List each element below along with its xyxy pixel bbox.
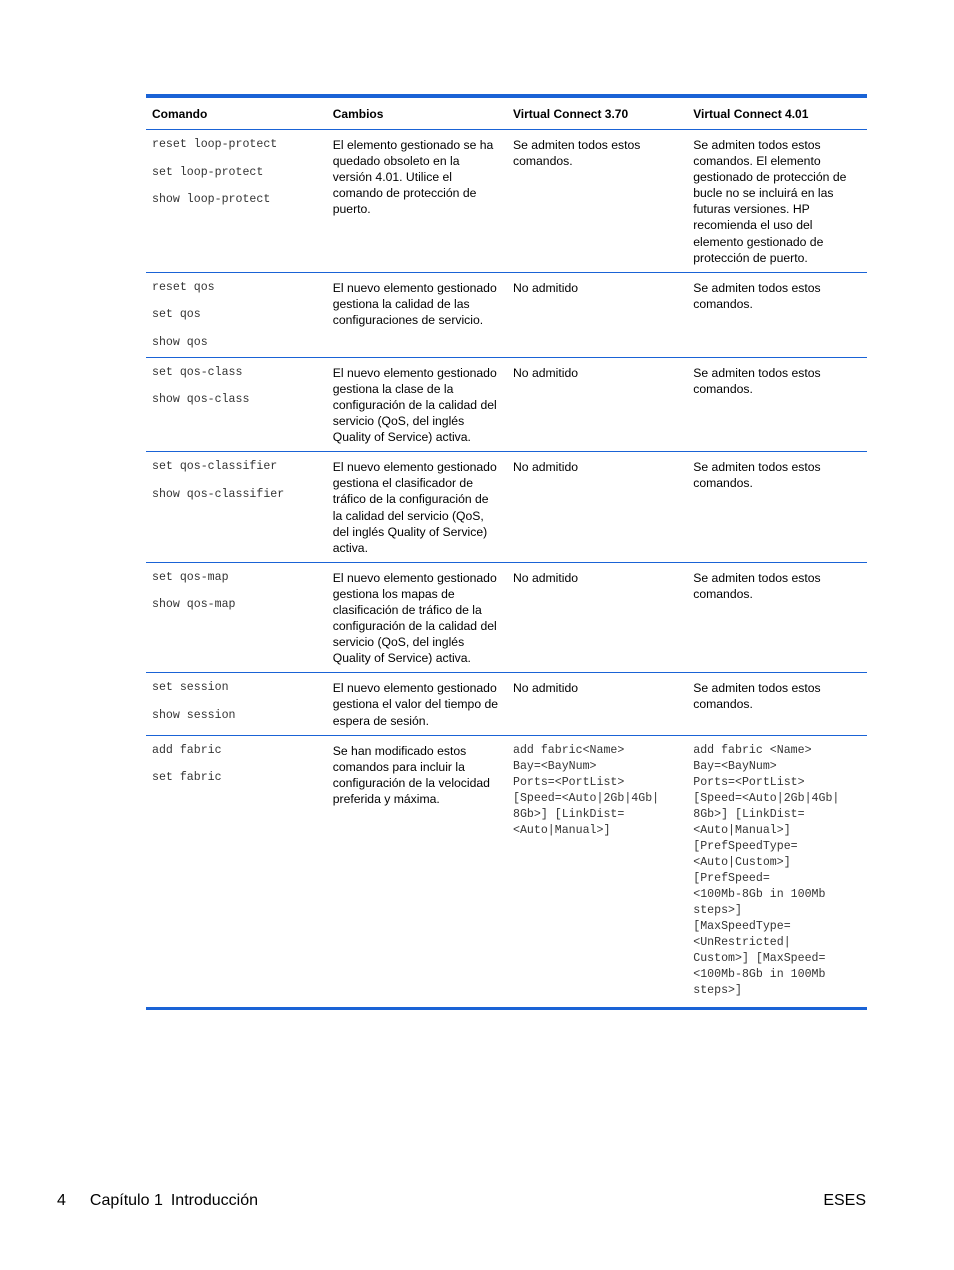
header-cambios: Cambios [326, 96, 506, 130]
table-row [146, 452, 867, 563]
command-cell [146, 130, 326, 273]
header-vc-401: Virtual Connect 4.01 [687, 96, 867, 130]
header-vc-370: Virtual Connect 3.70 [507, 96, 687, 130]
command-text: reset qos [152, 280, 215, 294]
changes-cell: El nuevo elemento gestionado gestiona el clasificador de tráfico de la configuración de la calidad del servicio (QoS, del inglés Quality of Service) activa. [326, 452, 506, 563]
command-text: set loop-protect [152, 165, 264, 179]
command-text: show qos-map [152, 598, 236, 612]
table-row [146, 357, 867, 451]
section-label: Introducción [170, 1192, 259, 1209]
vc401-cell: Se admiten todos estos comandos. [687, 272, 867, 357]
command-text: reset loop-protect [152, 138, 278, 151]
vc370-cell: No admitido [507, 673, 687, 735]
vc370-cell: No admitido [507, 452, 687, 563]
command-text: set fabric [152, 771, 222, 785]
vc370-cell: No admitido [507, 562, 687, 673]
table-row [146, 673, 867, 735]
command-text: set qos-classifier [152, 460, 278, 474]
vc370-cell: No admitido [507, 272, 687, 357]
vc401-cell [687, 735, 867, 1009]
command-cell [146, 735, 326, 1009]
command-text: set session [152, 681, 229, 695]
vc401-cell: Se admiten todos estos comandos. [687, 452, 867, 563]
vc370-cell: No admitido [507, 357, 687, 451]
changes-cell: Se han modificado estos comandos para incluir la configuración de la velocidad preferida y máxima. [332, 743, 490, 806]
command-text: add fabric [152, 743, 222, 757]
command-text: set qos-class [152, 365, 243, 379]
table-row [146, 272, 867, 357]
changes-cell: El nuevo elemento gestionado gestiona la clase de la configuración de la calidad del servicio (QoS, del inglés Quality of Service) activa. [326, 357, 506, 451]
command-cell [146, 452, 326, 563]
command-cell [146, 562, 326, 673]
vc370-cell [507, 735, 687, 1009]
vc401-cell: Se admiten todos estos comandos. [687, 357, 867, 451]
command-text: set qos-map [152, 570, 229, 584]
changes-cell: El elemento gestionado se ha quedado obsoleto en la versión 4.01. Utilice el comando de protección de puerto. [326, 130, 506, 273]
command-cell [146, 673, 326, 735]
command-text: show session [152, 708, 236, 722]
changes-cell: El nuevo elemento gestionado gestiona los mapas de clasificación de tráfico de la configuración de la calidad del servicio (QoS, del inglés Quality of Service) activa. [326, 562, 506, 673]
vc370-syntax: add fabric<Name> Bay=<BayNum> Ports=<PortList> [Speed=<Auto|2Gb|4Gb| 8Gb>] [LinkDist= <Auto|Manual>] [513, 743, 660, 837]
command-cell [146, 357, 326, 451]
vc401-syntax: add fabric <Name> Bay=<BayNum> Ports=<PortList> [Speed=<Auto|2Gb|4Gb| 8Gb>] [LinkDist= <Auto|Manual>] [PrefSpeedType= <Auto|Custom>] [PrefSpeed= <100Mb-8Gb in 100Mb steps>] [MaxSpeedType= <UnRestricted| Custom>] [MaxSpeed= <100Mb-8Gb in 100Mb steps>] [693, 743, 840, 998]
changes-cell: El nuevo elemento gestionado gestiona el valor del tiempo de espera de sesión. [326, 673, 506, 735]
changes-cell: El nuevo elemento gestionado gestiona la calidad de las configuraciones de servicio. [326, 272, 506, 357]
page-footer-left [57, 1192, 258, 1210]
table-row [146, 130, 867, 273]
command-text: show qos-class [152, 393, 250, 407]
vc401-cell: Se admiten todos estos comandos. [687, 562, 867, 673]
header-comando: Comando [146, 96, 326, 130]
page-footer-right: ESES [823, 1192, 866, 1209]
table-row [146, 562, 867, 673]
command-text: show qos [152, 335, 208, 349]
command-cell [146, 272, 326, 357]
commands-table [146, 94, 867, 1010]
chapter-label: Capítulo 1 [89, 1192, 163, 1209]
command-text: set qos [152, 308, 201, 322]
vc370-cell: Se admiten todos estos comandos. [507, 130, 687, 273]
command-text: show qos-classifier [152, 487, 285, 501]
table-row [146, 735, 867, 1009]
command-text: show loop-protect [152, 193, 271, 206]
table-header-row [146, 96, 867, 130]
vc401-cell: Se admiten todos estos comandos. El elemento gestionado de protección de bucle no se incluirá en las futuras versiones. HP recomienda el uso del elemento gestionado de protección de puerto. [687, 130, 867, 273]
vc401-cell: Se admiten todos estos comandos. [687, 673, 867, 735]
page-number: 4 [57, 1192, 66, 1209]
